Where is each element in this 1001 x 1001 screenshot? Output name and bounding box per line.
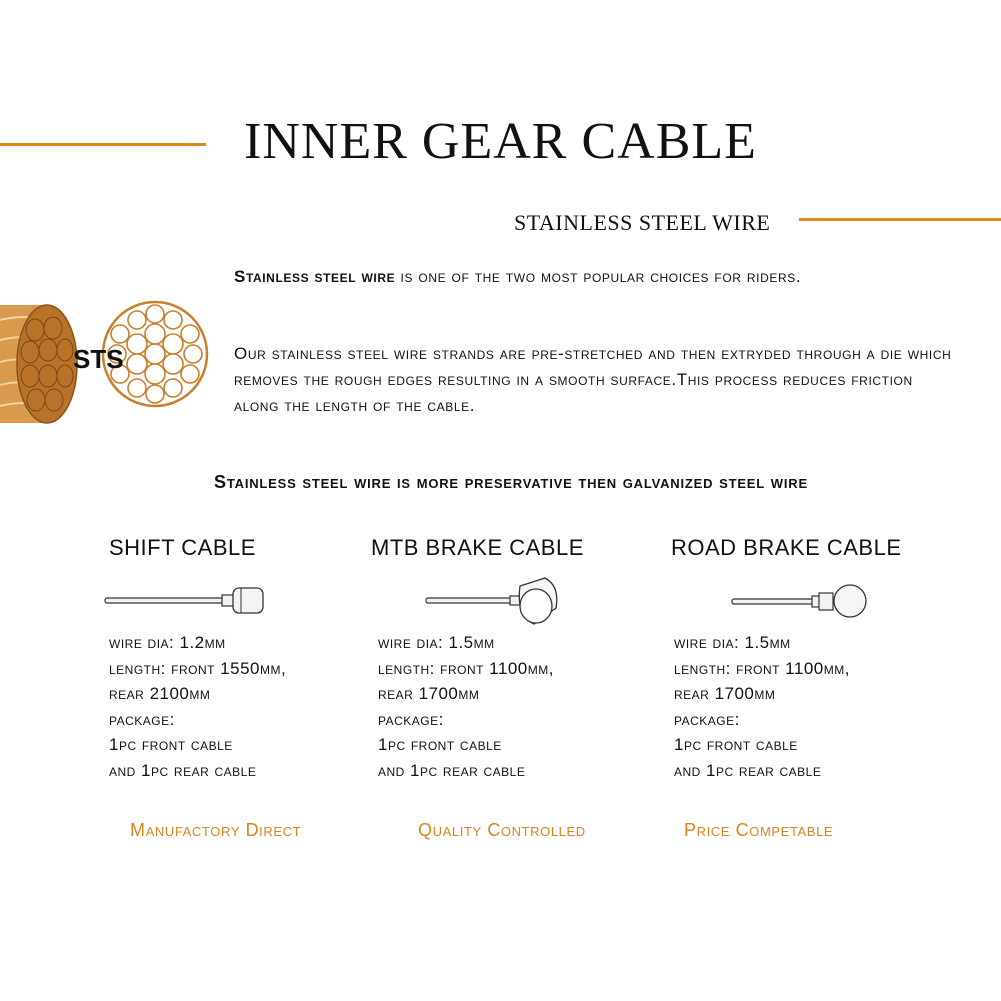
road-brake-cable-end-icon (726, 580, 876, 624)
spec-line: length: front 1100mm, (674, 658, 850, 678)
spec-line: and 1pc rear cable (674, 760, 822, 780)
intro-paragraph-2: Our stainless steel wire strands are pre-stretched and then extryded through a die which removes the rough edges resulting in a smooth surface.This process reduces friction along the length of the cable. (234, 344, 952, 415)
shift-cable-end-icon (100, 583, 270, 619)
spec-line: wire dia: 1.5mm (378, 633, 495, 652)
subtitle-right-rule (799, 218, 1001, 221)
feature-manufactory-direct: Manufactory Direct (130, 820, 302, 840)
spec-line: wire dia: 1.5mm (674, 633, 791, 652)
spec-line: length: front 1100mm, (378, 658, 554, 678)
spec-line: package: (109, 709, 175, 729)
spec-line: length: front 1550mm, (109, 658, 287, 678)
spec-line: and 1pc rear cable (109, 760, 257, 780)
cable-title-mtb-brake: MTB BRAKE CABLE (371, 535, 584, 560)
spec-line: rear 1700mm (674, 684, 776, 703)
comparison-statement: Stainless steel wire is more preservative then galvanized steel wire (214, 472, 808, 492)
cable-title-shift: SHIFT CABLE (109, 535, 256, 560)
spec-line: and 1pc rear cable (378, 760, 526, 780)
spec-line: wire dia: 1.2mm (109, 633, 226, 652)
mtb-brake-cable-end-icon (420, 572, 570, 630)
section-subtitle: STAINLESS STEEL WIRE (514, 210, 771, 235)
page-title: INNER GEAR CABLE (244, 113, 757, 170)
spec-list-mtb-brake (378, 630, 554, 783)
intro-p1-text: is one of the two most popular choices for riders. (395, 267, 802, 286)
intro-paragraph-1 (234, 264, 964, 290)
spec-list-shift (109, 630, 286, 783)
spec-line: package: (674, 709, 740, 729)
cable-title-road-brake: ROAD BRAKE CABLE (671, 535, 902, 560)
spec-line: 1pc front cable (674, 735, 798, 754)
spec-line: 1pc front cable (378, 735, 502, 754)
intro-bold-lead: Stainless steel wire (234, 267, 396, 286)
feature-price-competable: Price Competable (684, 820, 834, 840)
spec-list-road-brake (674, 630, 850, 783)
feature-quality-controlled: Quality Controlled (418, 820, 586, 840)
spec-line: package: (378, 709, 444, 729)
sts-label: STS (73, 344, 124, 374)
spec-line: rear 1700mm (378, 684, 480, 703)
spec-line: rear 2100mm (109, 684, 211, 703)
spec-line: 1pc front cable (109, 735, 233, 754)
